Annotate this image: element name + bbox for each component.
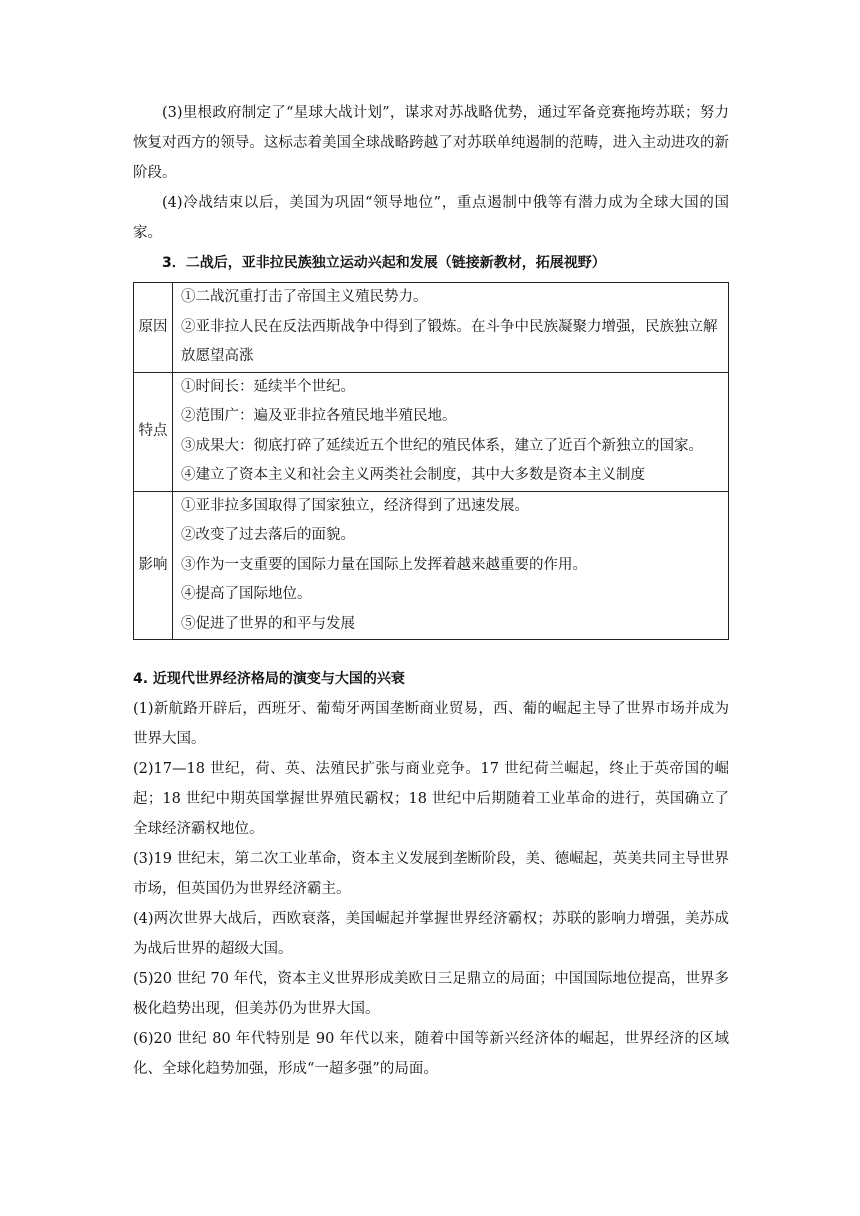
table-row-features <box>134 372 729 491</box>
section-3-title: 3．二战后，亚非拉民族独立运动兴起和发展（链接新教材，拓展视野） <box>162 255 606 271</box>
paragraph-post-cold-war: (4)冷战结束以后，美国为巩固“领导地位”，重点遏制中俄等有潜力成为全球大国的国家。 <box>133 195 729 241</box>
paragraph-economy-5: (5)20 世纪 70 年代，资本主义世界形成美欧日三足鼎立的局面；中国国际地位提高，世界多极化趋势出现，但美苏仍为世界大国。 <box>133 971 729 1017</box>
row-content-causes <box>173 283 729 373</box>
table-row-impact <box>134 491 729 640</box>
paragraph-economy-1: (1)新航路开辟后，西班牙、葡萄牙两国垄断商业贸易，西、葡的崛起主导了世界市场并成为世界大国。 <box>133 701 729 747</box>
row-label-features: 特点 <box>134 372 173 491</box>
row-content-impact <box>173 491 729 640</box>
list-item: ②改变了过去落后的面貌。 <box>181 527 355 543</box>
paragraph-economy-4: (4)两次世界大战后，西欧衰落，美国崛起并掌握世界经济霸权；苏联的影响力增强，美苏成为战后世界的超级大国。 <box>133 911 729 957</box>
list-item: ③作为一支重要的国际力量在国际上发挥着越来越重要的作用。 <box>181 556 587 573</box>
row-label-causes: 原因 <box>134 283 173 373</box>
row-content-features <box>173 372 729 491</box>
list-item: ②范围广：遍及亚非拉各殖民地半殖民地。 <box>181 408 457 424</box>
list-item: ①时间长：延续半个世纪。 <box>181 378 355 395</box>
paragraph-reagan-policy: (3)里根政府制定了“星球大战计划”，谋求对苏战略优势，通过军备竞赛拖垮苏联；努力恢复对西方的领导。这标志着美国全球战略跨越了对苏联单纯遏制的范畴，进入主动进攻的新阶段。 <box>133 105 729 181</box>
section-4-title: 4. 近现代世界经济格局的演变与大国的兴衰 <box>133 671 405 687</box>
paragraph-economy-6: (6)20 世纪 80 年代特别是 90 年代以来，随着中国等新兴经济体的崛起，世界经济的区域化、全球化趋势加强，形成“一超多强”的局面。 <box>133 1031 729 1077</box>
section-4 <box>133 664 729 1084</box>
paragraph-economy-2: (2)17—18 世纪，荷、英、法殖民扩张与商业竞争。17 世纪荷兰崛起，终止于英帝国的崛起；18 世纪中期英国掌握世界殖民霸权；18 世纪中后期随着工业革命的进行，英国确立了全球经济霸权地位。 <box>133 761 729 837</box>
row-label-impact: 影响 <box>134 491 173 640</box>
list-item: ②亚非拉人民在反法西斯战争中得到了锻炼。在斗争中民族凝聚力增强，民族独立解放愿望高涨 <box>181 318 718 364</box>
list-item: ①二战沉重打击了帝国主义殖民势力。 <box>181 289 428 305</box>
list-item: ⑤促进了世界的和平与发展 <box>181 615 355 632</box>
document-page <box>133 98 729 1084</box>
list-item: ④提高了国际地位。 <box>181 586 312 602</box>
list-item: ③成果大：彻底打碎了延续近五个世纪的殖民体系，建立了近百个新独立的国家。 <box>181 437 703 454</box>
paragraph-economy-3: (3)19 世纪末，第二次工业革命，资本主义发展到垄断阶段，美、德崛起，英美共同主导世界市场，但英国仍为世界经济霸主。 <box>133 851 729 897</box>
independence-movement-table <box>133 282 729 640</box>
list-item: ④建立了资本主义和社会主义两类社会制度，其中大多数是资本主义制度 <box>181 467 645 483</box>
list-item: ①亚非拉多国取得了国家独立，经济得到了迅速发展。 <box>181 497 529 514</box>
table-row-causes <box>134 283 729 373</box>
